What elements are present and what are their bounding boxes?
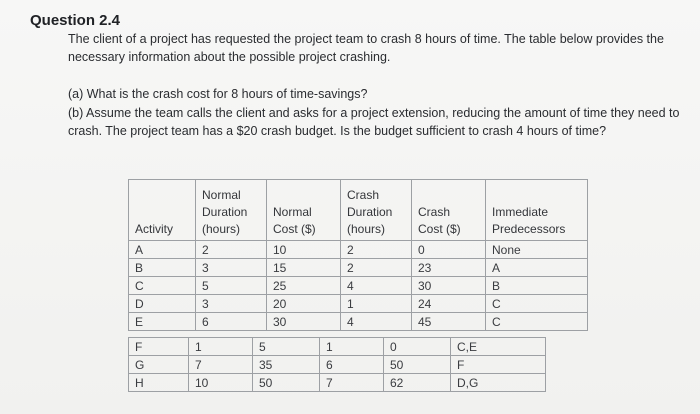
table-row <box>129 259 588 277</box>
cell-crash-cost: 50 <box>384 356 451 374</box>
cell-predecessors: None <box>486 241 588 259</box>
table-row <box>129 277 588 295</box>
cell-normal-cost: 10 <box>267 241 341 259</box>
cell-crash-cost: 45 <box>412 313 486 331</box>
cell-crash-cost: 24 <box>412 295 486 313</box>
question-part-a: (a) What is the crash cost for 8 hours of time-savings? <box>68 87 368 101</box>
cell-normal-cost: 15 <box>267 259 341 277</box>
header-crash-duration: Crash Duration (hours) <box>341 180 412 241</box>
cell-activity: H <box>129 374 189 392</box>
cell-predecessors: C <box>486 295 588 313</box>
header-normal-duration: Normal Duration (hours) <box>196 180 267 241</box>
table-header-row <box>129 180 588 241</box>
table-row <box>129 356 546 374</box>
cell-normal-duration: 2 <box>196 241 267 259</box>
cell-crash-duration: 7 <box>320 374 384 392</box>
cell-normal-duration: 7 <box>189 356 253 374</box>
cell-normal-cost: 20 <box>267 295 341 313</box>
header-predecessors: Immediate Predecessors <box>486 180 588 241</box>
header-activity: Activity <box>129 180 196 241</box>
cell-crash-cost: 0 <box>412 241 486 259</box>
cell-predecessors: C <box>486 313 588 331</box>
cell-crash-cost: 30 <box>412 277 486 295</box>
cell-activity: D <box>129 295 196 313</box>
cell-crash-cost: 62 <box>384 374 451 392</box>
question-title: Question 2.4 <box>30 12 121 29</box>
header-normal-cost: Normal Cost ($) <box>267 180 341 241</box>
cell-predecessors: F <box>451 356 546 374</box>
cell-activity: A <box>129 241 196 259</box>
table-row <box>129 338 546 356</box>
question-intro: The client of a project has requested the project team to crash 8 hours of time. The table below provides the necessary information about the possible project crashing. <box>68 32 664 64</box>
question-part-b: (b) Assume the team calls the client and asks for a project extension, reducing the amount of time they need to crash. The project team has a $20 crash budget. Is the budget sufficient to crash 4 hours of time? <box>68 106 680 138</box>
cell-activity: E <box>129 313 196 331</box>
cell-activity: B <box>129 259 196 277</box>
cell-crash-duration: 1 <box>320 338 384 356</box>
cell-predecessors: B <box>486 277 588 295</box>
cell-normal-cost: 30 <box>267 313 341 331</box>
cell-activity: F <box>129 338 189 356</box>
table-row <box>129 313 588 331</box>
crash-table-main <box>128 179 588 331</box>
crash-table-continued <box>128 337 546 392</box>
cell-crash-duration: 2 <box>341 241 412 259</box>
cell-activity: G <box>129 356 189 374</box>
cell-normal-cost: 25 <box>267 277 341 295</box>
cell-crash-duration: 4 <box>341 277 412 295</box>
cell-crash-cost: 23 <box>412 259 486 277</box>
cell-activity: C <box>129 277 196 295</box>
table-row <box>129 295 588 313</box>
table-row <box>129 241 588 259</box>
cell-predecessors: C,E <box>451 338 546 356</box>
cell-crash-duration: 6 <box>320 356 384 374</box>
table-row <box>129 374 546 392</box>
cell-predecessors: D,G <box>451 374 546 392</box>
cell-normal-duration: 3 <box>196 295 267 313</box>
header-crash-cost: Crash Cost ($) <box>412 180 486 241</box>
cell-normal-duration: 1 <box>189 338 253 356</box>
cell-crash-duration: 2 <box>341 259 412 277</box>
cell-normal-cost: 5 <box>253 338 320 356</box>
cell-normal-cost: 50 <box>253 374 320 392</box>
cell-crash-duration: 1 <box>341 295 412 313</box>
cell-normal-duration: 5 <box>196 277 267 295</box>
cell-crash-cost: 0 <box>384 338 451 356</box>
cell-normal-duration: 3 <box>196 259 267 277</box>
cell-crash-duration: 4 <box>341 313 412 331</box>
cell-predecessors: A <box>486 259 588 277</box>
cell-normal-duration: 6 <box>196 313 267 331</box>
cell-normal-cost: 35 <box>253 356 320 374</box>
cell-normal-duration: 10 <box>189 374 253 392</box>
